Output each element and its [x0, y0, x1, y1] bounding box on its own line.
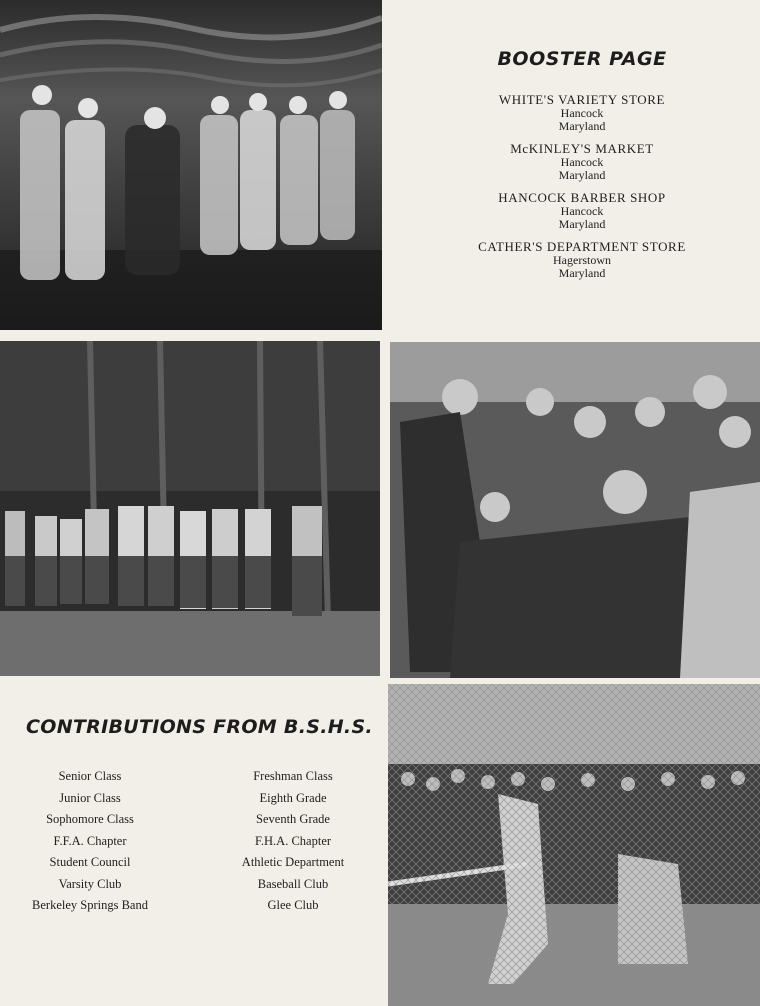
business-entry [462, 92, 702, 133]
baseball-photo [388, 684, 760, 1006]
contributor-item: Eighth Grade [259, 790, 327, 805]
contributions-left-column [10, 766, 170, 917]
business-state: Maryland [558, 266, 606, 280]
contributor-item: Varsity Club [58, 876, 122, 891]
outdoor-group-photo [0, 341, 380, 676]
contributions-title: CONTRIBUTIONS FROM B.S.H.S. [26, 716, 373, 738]
business-state: Maryland [558, 168, 606, 182]
contributor-item: Student Council [49, 855, 131, 869]
business-name: HANCOCK BARBER SHOP [498, 190, 666, 205]
contributions-right-column [213, 766, 373, 917]
contributor-item: Sophomore Class [46, 812, 134, 826]
crowd-photo [390, 342, 760, 678]
contributor-item: Seventh Grade [256, 812, 330, 826]
business-entry [462, 190, 702, 231]
business-town: Hancock [560, 106, 604, 120]
contributor-item: Freshman Class [253, 769, 333, 783]
contributor-item: Berkeley Springs Band [32, 898, 148, 912]
contributor-item: F.H.A. Chapter [254, 833, 332, 848]
dance-photo [0, 0, 382, 330]
booster-title: BOOSTER PAGE [497, 48, 667, 70]
business-state: Maryland [558, 217, 606, 231]
contributor-item: Senior Class [58, 769, 122, 783]
contributor-item: Junior Class [59, 790, 121, 805]
business-entry [462, 141, 702, 182]
contributor-item: Baseball Club [257, 876, 329, 891]
contributor-item: Glee Club [267, 898, 319, 912]
contributor-item: Athletic Department [241, 855, 345, 869]
booster-section [462, 48, 702, 288]
business-entry [462, 239, 702, 280]
business-state: Maryland [558, 119, 606, 133]
business-name: CATHER'S DEPARTMENT STORE [478, 239, 686, 254]
business-town: Hagerstown [553, 253, 611, 267]
business-town: Hancock [560, 155, 604, 169]
business-town: Hancock [560, 204, 604, 218]
business-name: WHITE'S VARIETY STORE [498, 92, 666, 107]
business-name: McKINLEY'S MARKET [510, 141, 654, 156]
contributor-item: F.F.A. Chapter [53, 833, 127, 848]
